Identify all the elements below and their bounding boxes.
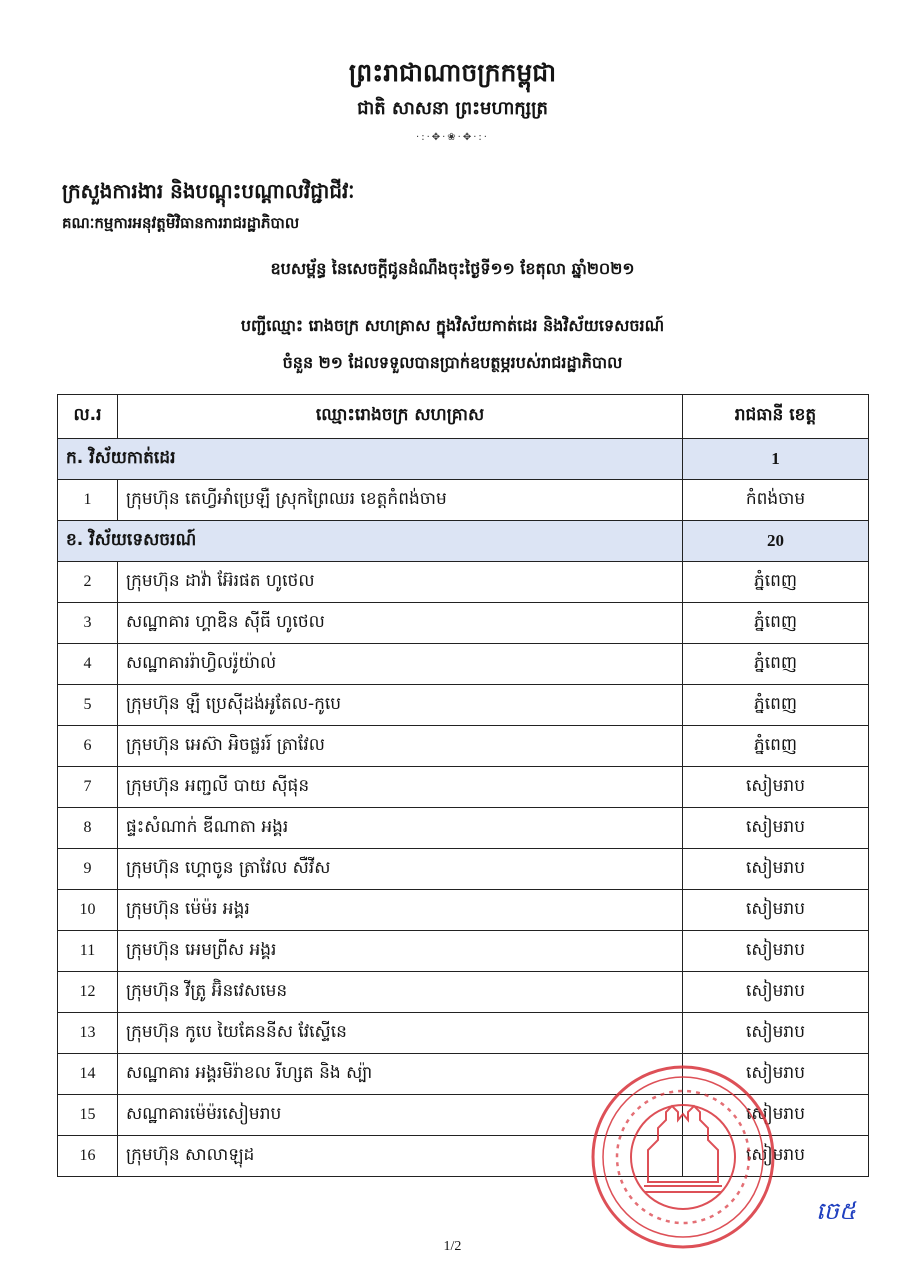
table-row: [58, 1013, 869, 1054]
province-name: សៀមរាប: [683, 808, 869, 849]
enterprise-name: សណ្ឋាគារម៉េម៉រសៀមរាប: [118, 1095, 683, 1136]
province-name: សៀមរាប: [683, 1095, 869, 1136]
header-no: ល.រ: [58, 395, 118, 439]
section-label: ខ. វិស័យទេសចរណ៍: [58, 521, 683, 562]
kingdom-heading: ព្រះរាជាណាចក្រកម្ពុជា: [348, 58, 557, 87]
province-name: ភ្នំពេញ: [683, 644, 869, 685]
province-name: សៀមរាប: [683, 1136, 869, 1177]
page-number: 1/2: [443, 1239, 462, 1254]
row-number: 8: [58, 808, 118, 849]
list-title-line2: ចំនួន ២១ ដែលទទួលបានប្រាក់ឧបត្ថម្ភរបស់រាជរដ្ឋាភិបាល: [282, 353, 623, 372]
table-row: [58, 480, 869, 521]
province-name: សៀមរាប: [683, 849, 869, 890]
province-name: សៀមរាប: [683, 767, 869, 808]
table-row: [58, 726, 869, 767]
row-number: 4: [58, 644, 118, 685]
table-row: [58, 808, 869, 849]
enterprise-name: ក្រុមហ៊ុន ម៉េម៉រ អង្គរ: [118, 890, 683, 931]
section-label: ក. វិស័យកាត់ដេរ: [58, 439, 683, 480]
enterprise-name: ក្រុមហ៊ុន ហ្គោចូន ត្រាវែល សឺវីស: [118, 849, 683, 890]
enterprise-name: ក្រុមហ៊ុន អញ្ជលី បាយ ស៊ីផុន: [118, 767, 683, 808]
enterprise-name: ក្រុមហ៊ុន ដាវ៉ា អ៊ែរផត ហូថេល: [118, 562, 683, 603]
table-header-row: [58, 395, 869, 439]
table-row: [58, 931, 869, 972]
table-row: [58, 849, 869, 890]
enterprise-name: ក្រុមហ៊ុន ឡឺ ប្រេស៊ីដង់អូតែល-កូបេ: [118, 685, 683, 726]
enterprise-name: ក្រុមហ៊ុន កូបេ យៃគែននីស វែស្ទើនេ: [118, 1013, 683, 1054]
province-name: ភ្នំពេញ: [683, 726, 869, 767]
ministry-name: ក្រសួងការងារ និងបណ្តុះបណ្តាលវិជ្ជាជីវៈ: [62, 179, 355, 203]
row-number: 16: [58, 1136, 118, 1177]
province-name: សៀមរាប: [683, 931, 869, 972]
section-count: 1: [683, 439, 869, 480]
enterprise-name: ក្រុមហ៊ុន អេមព្រីស អង្គរ: [118, 931, 683, 972]
enterprise-name: ផ្ទះសំណាក់ ឌីណាតា អង្គរ: [118, 808, 683, 849]
section-count: 20: [683, 521, 869, 562]
province-name: ភ្នំពេញ: [683, 685, 869, 726]
table-row: [58, 685, 869, 726]
header-name: ឈ្មោះរោងចក្រ សហគ្រាស: [118, 395, 683, 439]
row-number: 15: [58, 1095, 118, 1136]
province-name: សៀមរាប: [683, 1013, 869, 1054]
ornament-divider: ·:·✥·❀·✥·:·: [416, 132, 489, 143]
official-seal: [588, 1062, 778, 1252]
province-name: កំពង់ចាម: [683, 480, 869, 521]
section-row: [58, 521, 869, 562]
handwritten-signature: ចេ៥: [816, 1197, 856, 1225]
row-number: 9: [58, 849, 118, 890]
province-name: សៀមរាប: [683, 1054, 869, 1095]
province-name: ភ្នំពេញ: [683, 603, 869, 644]
row-number: 5: [58, 685, 118, 726]
enterprise-table: [57, 394, 869, 1177]
enterprise-name: ក្រុមហ៊ុន សាលាឡុដ: [118, 1136, 683, 1177]
motto-heading: ជាតិ សាសនា ព្រះមហាក្សត្រ: [357, 98, 548, 119]
row-number: 3: [58, 603, 118, 644]
annex-title: ឧបសម្ព័ន្ធ នៃសេចក្តីជូនដំណឹងចុះថ្ងៃទី១១ ខែតុលា ឆ្នាំ២០២១: [270, 259, 635, 278]
row-number: 11: [58, 931, 118, 972]
row-number: 2: [58, 562, 118, 603]
table-row: [58, 767, 869, 808]
table-row: [58, 644, 869, 685]
province-name: ភ្នំពេញ: [683, 562, 869, 603]
enterprise-name: សណ្ឋាគាររ៉ាហ្វិលរ៉ូយ៉ាល់: [118, 644, 683, 685]
province-name: សៀមរាប: [683, 972, 869, 1013]
enterprise-name: ក្រុមហ៊ុន តេហ្វីអាំប្រេឡឺ ស្រុកព្រៃឈរ ខេត្តកំពង់ចាម: [118, 480, 683, 521]
row-number: 7: [58, 767, 118, 808]
list-title-line1: បញ្ជីឈ្មោះ រោងចក្រ សហគ្រាស ក្នុងវិស័យកាត់ដេរ និងវិស័យទេសចរណ៍: [240, 316, 665, 335]
table-row: [58, 562, 869, 603]
section-row: [58, 439, 869, 480]
enterprise-name: សណ្ឋាគារ ហ្គាឌិន ស៊ីធី ហូថេល: [118, 603, 683, 644]
header-province: រាជធានី ខេត្ត: [683, 395, 869, 439]
enterprise-name: សណ្ឋាគារ អង្គរមិរ៉ាខល រីហ្សត និង ស្ប៉ា: [118, 1054, 683, 1095]
province-name: សៀមរាប: [683, 890, 869, 931]
row-number: 10: [58, 890, 118, 931]
table-row: [58, 603, 869, 644]
row-number: 6: [58, 726, 118, 767]
committee-name: គណៈកម្មការអនុវត្តមិវិធានការរាជរដ្ឋាភិបាល: [62, 214, 300, 232]
row-number: 1: [58, 480, 118, 521]
enterprise-name: ក្រុមហ៊ុន វីត្រូ អ៊ិនវេសមេន: [118, 972, 683, 1013]
table-row: [58, 972, 869, 1013]
row-number: 13: [58, 1013, 118, 1054]
enterprise-name: ក្រុមហ៊ុន អេស៊ា អិចផ្លររ៍ ត្រាវែល: [118, 726, 683, 767]
table-row: [58, 890, 869, 931]
row-number: 14: [58, 1054, 118, 1095]
row-number: 12: [58, 972, 118, 1013]
